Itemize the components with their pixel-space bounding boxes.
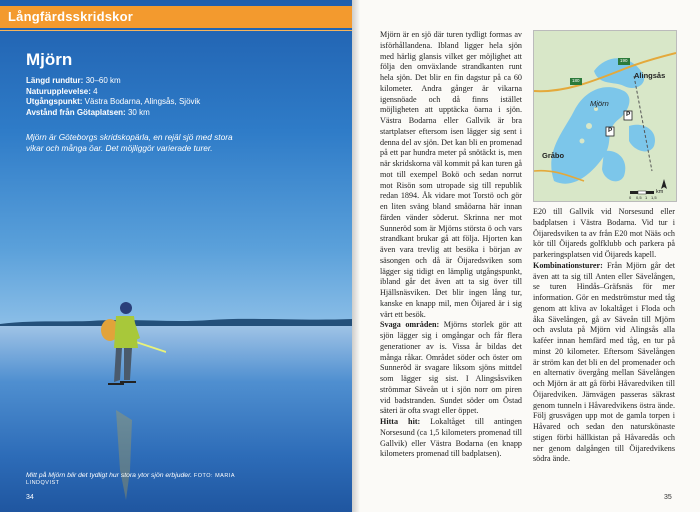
map-label-grabo: Gråbo — [542, 151, 565, 160]
page-number-left: 34 — [26, 494, 34, 501]
fact-value: Västra Bodarna, Alingsås, Sjövik — [84, 97, 201, 106]
parking-icon: P — [626, 111, 631, 118]
map-graphic — [534, 31, 676, 201]
fact-label: Utgångspunkt: — [26, 97, 83, 106]
subheading: Svaga områden: — [380, 320, 440, 330]
scale-tick: 1,5 — [651, 195, 657, 200]
paragraph-text: Mjörn är en sjö där turen tydligt formas av isförhållandena. Ibland ligger hela sjön med härlig glansis vilket ger möjlighet att följa den omväxlande strandkanten runt hela sjön. Det blir en fin dagstur på ca 60 kilometer. Andra gånger är vikarna igensnöade och då finns istället möjligheten att upptäcka öarna i sjön. Västra Bodarna eller Gallvik är bra startplatser eftersom isen lägger sig sent i denna del av sjön. Det kan bli en promenad på ett par hundra meter på snötäckt is, men när skridskorna väl kommit på kan turen gå mot till exempel Bokö och sedan norrut mot Risön som utropade sig till republik redan 1894. Åk vidare mot Torstö och gör en liten sväng bland småöarna här innan färden vänder söderut. Skrinna ner mot Sunneröd som är Mjörns största ö och vars strandkant brukar gå att följa. Hjorten kan även vara trevlig att besöka i början av säsongen och då är Öijaredsviken som lägger sig tidigt en lämplig utgångspunkt, ibland går det även att ta sig över till Hjällsnäsviken. Det blir ingen lång tur, kanske en knapp mil, men Öijared är i sig värt ett besök. — [380, 30, 522, 319]
scale-tick: 1 — [645, 195, 648, 200]
paragraph — [380, 320, 522, 417]
route-map — [533, 30, 677, 202]
fact-row — [26, 76, 200, 87]
fact-row — [26, 108, 200, 119]
paragraph — [533, 207, 675, 261]
fact-value: 30 km — [127, 107, 150, 117]
road-shield-label: 190 — [620, 58, 628, 63]
paragraph — [380, 30, 522, 320]
scale-tick: 0,5 — [636, 195, 642, 200]
fact-label: Längd rundtur: — [26, 76, 84, 85]
paragraph — [380, 417, 522, 460]
fact-label: Naturupplevelse: — [26, 86, 91, 96]
lake-title: Mjörn — [26, 50, 73, 69]
skater-figure — [96, 300, 166, 500]
fact-list — [26, 76, 200, 118]
road-shield-label: 180 — [572, 78, 580, 83]
section-banner — [0, 6, 352, 28]
fact-label: Avstånd från Götaplatsen: — [26, 107, 126, 117]
caption-text: Mitt på Mjörn blir det tydligt hur stora ytor sjön erbjuder. — [26, 472, 192, 479]
paragraph-text: E20 till Gallvik vid Norsesund eller badplatsen i Västra Bodarna. Vid tur i Öijaredsviken ta av från E20 mot Nääs och kör till Öijareds golfklubb och parkera på parkeringsplatsen vid Öijareds kapell. — [533, 207, 675, 259]
photo-credit: FOTO: MARIA LINDQVIST — [26, 473, 235, 486]
map-label-mjorn: Mjörn — [590, 99, 609, 108]
photo-caption — [26, 472, 266, 486]
subheading: Kombinationsturer: — [533, 260, 603, 270]
intro-text: Mjörn är Göteborgs skridskopärla, en rejäl sjö med stora vikar och många öar. Det möjliggör varierade turer. — [26, 132, 233, 153]
fact-row — [26, 97, 200, 108]
banner-rule — [0, 30, 352, 31]
parking-icon: P — [608, 127, 613, 134]
paragraph-text: Mjörns storlek gör att sjön lägger sig i omgångar och får flera generationer av is. Vissa år bildas det många råkar. Området söder och öster om Sunneröd är svagare liksom sjöns mittdel som lägger sig sist. I Alingsåsviken strömmar Säveån ut i sjön norr om piren vid badstranden. Sundet söder om Östad säteri är ofta svagt eller öppet. — [380, 320, 523, 416]
paragraph-text: Från Mjörn går det även att ta sig till Anten eller Sävelången, se turen Hindås–Gräfsnäs för mer information. Gör en medströmstur med tåg genom att kliva av lokaltåget i Floda och åka Sävelången, gå av Säveån till Mjörn och avsluta på Mjörn vid Alingsås alla kaféer innan hemfärd med tåg, en tur på minst 20 kilometer. Eftersom Sävelången är ström kan det bli en del promenader och en alternativ övergång mellan Sävelången och Mjörn är att gå förbi Håvaredviken till Öijaredviken. Järnvägen passeras säkrast genom tunneln i Håvaredvikens östra ände. Följ grusvägen upp mot de gamla torpen i Håvared och sedan den naturskönaste stigen förbi hällkistan på Håvaredås och ner genom dalgången till Öijaredvikens södra ände. — [533, 260, 675, 464]
paragraph — [533, 261, 675, 465]
section-banner-text: Långfärdsskridskor — [8, 9, 133, 24]
fact-row — [26, 87, 200, 98]
fact-value: 30–60 km — [85, 76, 121, 85]
map-label-alingsas: Alingsås — [634, 71, 666, 80]
scale-tick: 0 — [629, 195, 632, 200]
scale-label: km — [656, 189, 664, 195]
page-number-right: 35 — [664, 494, 672, 501]
fact-value: 4 — [93, 86, 98, 96]
paragraph-text: Lokaltåget till antingen Norsesund (ca 1,5 kilometers promenad till Gallvik) eller Västra Bodarna (en knapp kilometers promenad till badplatsen). — [380, 417, 522, 459]
subheading: Hitta hit: — [380, 417, 421, 426]
page-gutter-shadow — [352, 0, 360, 512]
text-column-2 — [533, 207, 675, 465]
text-column-1 — [380, 30, 522, 460]
